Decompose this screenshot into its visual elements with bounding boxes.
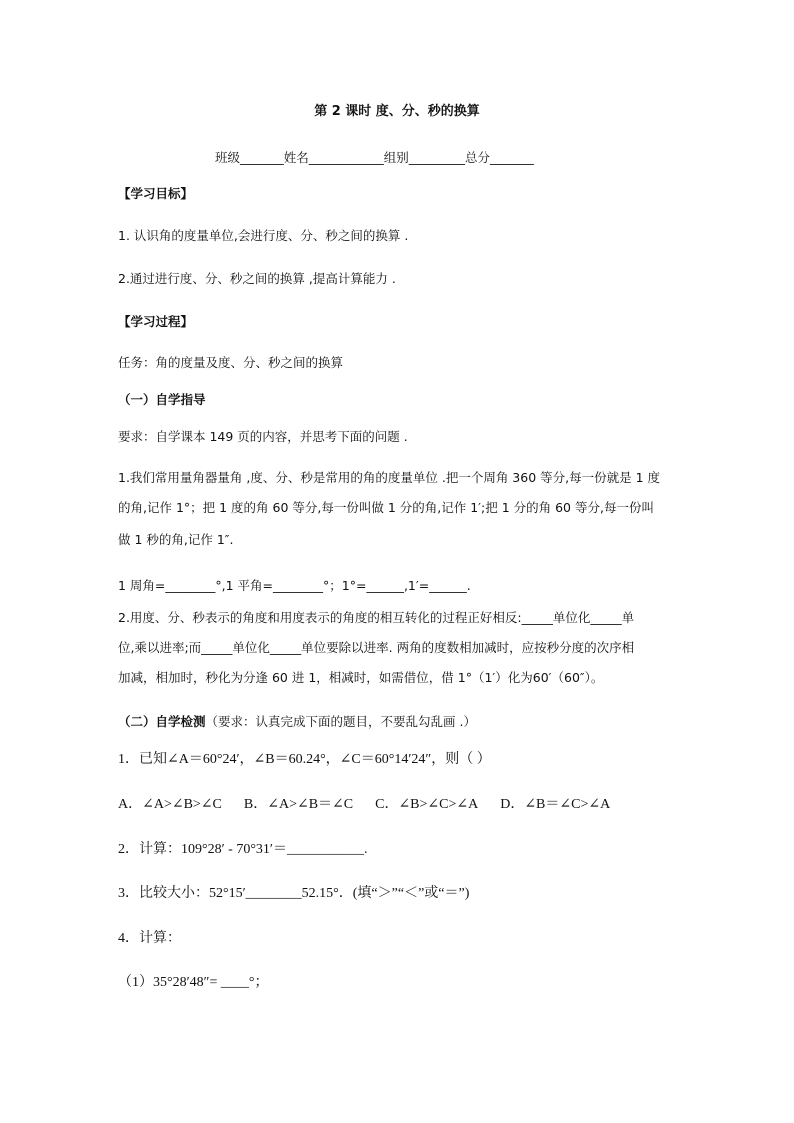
goal-item-2: 2.通过进行度、分、秒之间的换算 ,提高计算能力 .: [118, 271, 396, 286]
choice-a: A．∠A>∠B>∠C: [118, 797, 222, 812]
student-info-line: 班级_______姓名____________组别_________总分_______: [215, 150, 534, 165]
goal-item-1: 1. 认识角的度量单位,会进行度、分、秒之间的换算 .: [118, 228, 409, 243]
question-1: 1．已知∠A＝60°24′，∠B＝60.24°，∠C＝60°14′24″，则（ ）: [118, 752, 491, 767]
question-1-choices: [118, 797, 610, 813]
choice-c: C．∠B>∠C>∠A: [375, 797, 479, 812]
paragraph-1-line-1: 1.我们常用量角器量角 ,度、分、秒是常用的角的度量单位 .把一个周角 360 等分,每一份就是 1 度: [118, 470, 660, 485]
paragraph-1-line-2: 的角,记作 1°；把 1 度的角 60 等分,每一份叫做 1 分的角,记作 1′;把 1 分的角 60 等分,每一份叫: [118, 500, 654, 515]
section-heading-process: 【学习过程】: [118, 314, 194, 329]
part2-heading-line: [118, 714, 476, 730]
paragraph-2-line-1: 2.用度、分、秒表示的角度和用度表示的角度的相互转化的过程正好相反:_____单位化_____单: [118, 610, 635, 625]
requirement-line: 要求：自学课本 149 页的内容，并思考下面的问题 .: [118, 429, 408, 444]
section-heading-goals: 【学习目标】: [118, 186, 194, 201]
paragraph-1-line-3: 做 1 秒的角,记作 1″.: [118, 532, 234, 547]
question-4: 4．计算：: [118, 931, 181, 946]
question-3: 3．比较大小：52°15′________52.15°．(填“＞”“＜”或“＝”): [118, 886, 470, 901]
paragraph-2-line-2: 位,乘以进率;而_____单位化_____单位要除以进率. 两角的度数相加减时，应按秒分度的次序相: [118, 640, 635, 655]
part2-requirement: （要求：认真完成下面的题目，不要乱勾乱画 .）: [205, 714, 476, 729]
choice-b: B．∠A>∠B＝∠C: [243, 797, 354, 812]
task-line: 任务：角的度量及度、分、秒之间的换算: [118, 355, 344, 370]
question-2: 2．计算：109°28′ - 70°31′＝___________.: [118, 842, 368, 857]
choice-d: D．∠B＝∠C>∠A: [500, 797, 611, 812]
fill-in-line: 1 周角=________°,1 平角=________°；1°=______,1′=______.: [118, 578, 471, 593]
page-title: 第 2 课时 度、分、秒的换算: [314, 104, 480, 119]
paragraph-2-line-3: 加减，相加时，秒化为分逢 60 进 1，相减时，如需借位，借 1°（1′）化为60′（60″）。: [118, 670, 604, 685]
part1-heading: （一）自学指导: [118, 392, 206, 407]
question-4-sub-1: （1）35°28′48″= ____°；: [118, 975, 269, 990]
part2-heading: （二）自学检测: [118, 714, 206, 729]
